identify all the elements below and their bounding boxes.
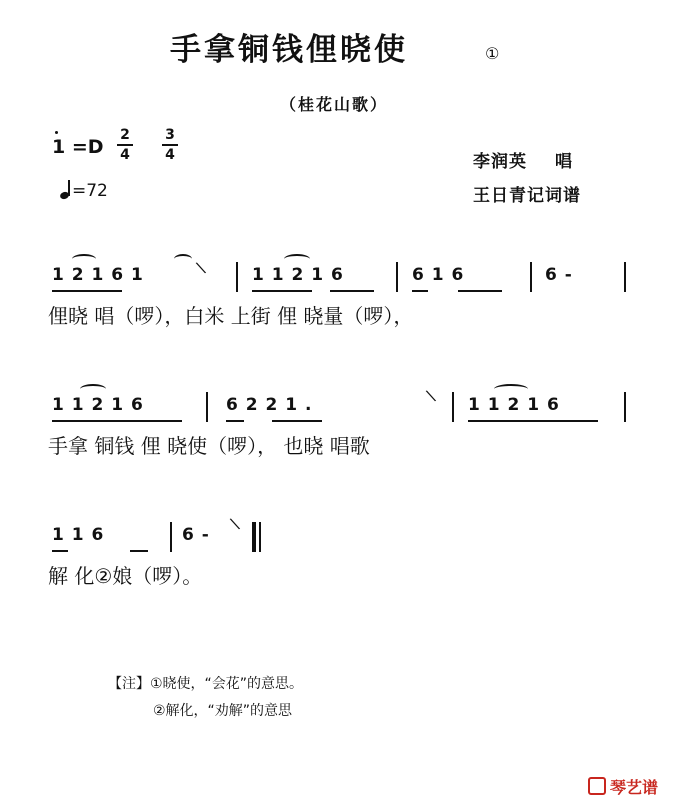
fermata: [174, 254, 192, 264]
bar-line: [206, 392, 208, 422]
underline-beam: [52, 290, 122, 292]
bar-line: [170, 522, 172, 552]
slur: [72, 254, 96, 264]
credit-singer: [473, 147, 573, 172]
logo-text: 琴艺谱: [609, 778, 658, 797]
fraction-bar: [117, 144, 133, 146]
tempo-marking: [60, 181, 108, 201]
credit-transcriber: 王日青记词谱: [473, 186, 581, 206]
song-title: 手拿铜钱俚晓使: [170, 32, 408, 68]
singer-name: 李润英: [473, 152, 527, 172]
final-bar-line: [252, 522, 256, 552]
bar-line: [236, 262, 238, 292]
singer-role: 唱: [555, 152, 573, 172]
glide-mark: \: [424, 385, 438, 406]
slur: [80, 384, 106, 394]
notation-measure: 1 1 6: [52, 525, 105, 545]
underline-beam: [458, 290, 502, 292]
notation-measure: 6 -: [182, 525, 210, 545]
fraction-bar: [162, 144, 178, 146]
site-logo: [588, 775, 658, 798]
notation-measure: 6 2 2 1 .: [226, 395, 313, 415]
slur: [284, 254, 310, 264]
time-signature-top: 2: [120, 127, 130, 143]
underline-beam: [52, 420, 182, 422]
title-footnote-marker: ①: [485, 44, 500, 63]
underline-beam: [272, 420, 322, 422]
bar-line: [530, 262, 532, 292]
footnote-2: ②解化，“劝解”的意思: [153, 703, 293, 719]
time-signature-1: [117, 127, 133, 163]
logo-icon: [588, 777, 606, 795]
underline-beam: [52, 550, 68, 552]
time-signature-bottom: 4: [120, 147, 130, 163]
time-signature-2: [162, 127, 178, 163]
song-subtitle: （桂花山歌）: [280, 95, 389, 114]
lyrics-line: 解 化②娘（啰）。: [48, 564, 203, 588]
tempo-value: =72: [72, 181, 108, 201]
quarter-note-icon: [60, 181, 72, 199]
footnote-1: 【注】①晓使，“会花”的意思。: [108, 676, 304, 692]
final-bar-line: [259, 522, 261, 552]
underline-beam: [252, 290, 312, 292]
underline-beam: [468, 420, 598, 422]
key-signature-text: 1 =D: [52, 136, 104, 158]
notation-measure: 1 2 1 6 1: [52, 265, 144, 285]
underline-beam: [130, 550, 148, 552]
notation-measure: 1 1 2 1 6: [252, 265, 344, 285]
bar-line: [624, 392, 626, 422]
notation-measure: 1 1 2 1 6: [52, 395, 144, 415]
lyrics-line: 手拿 铜钱 俚 晓使（啰）， 也晓 唱歌: [48, 434, 370, 458]
time-signature-bottom: 4: [165, 147, 175, 163]
key-signature: [52, 136, 104, 158]
time-signature-top: 3: [165, 127, 175, 143]
notation-measure: 6 1 6: [412, 265, 465, 285]
lyrics-line: 俚晓 唱（啰），白米 上街 俚 晓量（啰），: [48, 304, 414, 328]
glide-mark: \: [194, 257, 208, 278]
bar-line: [624, 262, 626, 292]
glide-mark: \: [228, 513, 242, 534]
underline-beam: [226, 420, 244, 422]
slur: [494, 384, 528, 394]
notation-measure: 6 -: [545, 265, 573, 285]
notation-measure: 1 1 2 1 6: [468, 395, 560, 415]
underline-beam: [412, 290, 428, 292]
underline-beam: [330, 290, 374, 292]
bar-line: [452, 392, 454, 422]
bar-line: [396, 262, 398, 292]
